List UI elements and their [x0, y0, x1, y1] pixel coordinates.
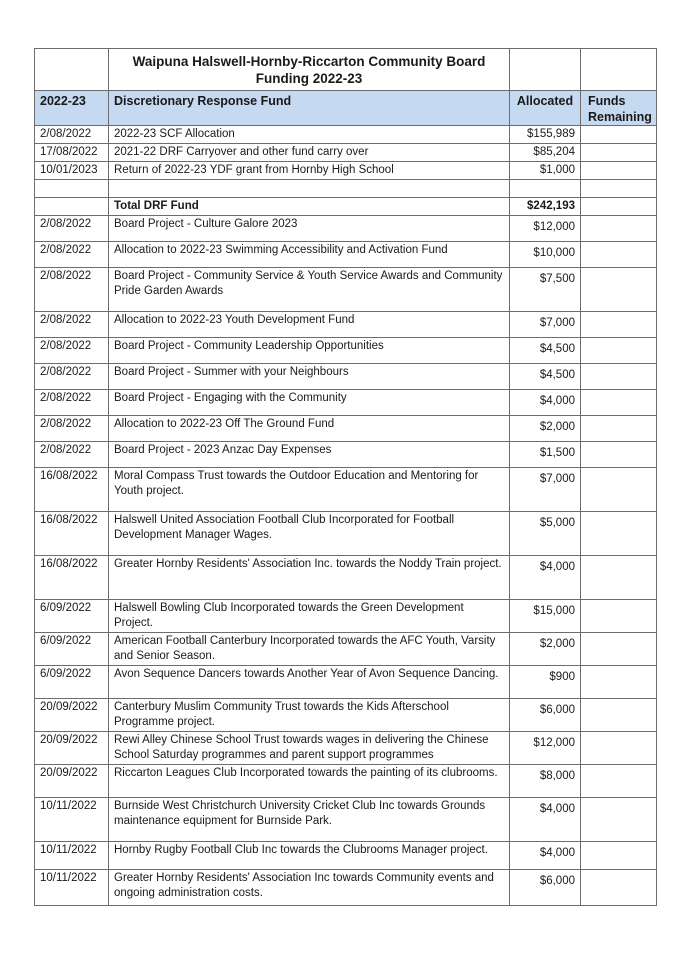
- date-cell: 20/09/2022: [35, 732, 109, 765]
- description-cell: Board Project - Culture Galore 2023: [109, 216, 510, 242]
- table-row: [35, 144, 657, 162]
- description-cell: Allocation to 2022-23 Swimming Accessibility and Activation Fund: [109, 242, 510, 268]
- header-row: [35, 91, 657, 126]
- description-cell: Allocation to 2022-23 Youth Development Fund: [109, 312, 510, 338]
- allocated-cell: $5,000: [510, 512, 581, 556]
- allocated-cell: $4,000: [510, 798, 581, 842]
- allocated-cell: $15,000: [510, 600, 581, 633]
- date-cell: 20/09/2022: [35, 699, 109, 732]
- table-row: [35, 600, 657, 633]
- remaining-cell: [581, 416, 657, 442]
- allocated-cell: $6,000: [510, 870, 581, 906]
- description-cell: Board Project - Summer with your Neighbours: [109, 364, 510, 390]
- date-cell: 6/09/2022: [35, 600, 109, 633]
- table-row: [35, 798, 657, 842]
- description-cell: Board Project - Community Leadership Opportunities: [109, 338, 510, 364]
- allocated-cell: $2,000: [510, 633, 581, 666]
- table-row: [35, 216, 657, 242]
- table-row: [35, 842, 657, 870]
- table-row: [35, 556, 657, 600]
- table-row: [35, 732, 657, 765]
- date-cell: 10/11/2022: [35, 842, 109, 870]
- description-cell: Board Project - Community Service & Youth Service Awards and Community Pride Garden Awards: [109, 268, 510, 312]
- allocated-cell: $4,000: [510, 390, 581, 416]
- remaining-cell: [581, 126, 657, 144]
- description-cell: Greater Hornby Residents' Association Inc. towards the Noddy Train project.: [109, 556, 510, 600]
- header-remaining: Funds Remaining: [581, 91, 657, 126]
- date-cell: 6/09/2022: [35, 633, 109, 666]
- table-row: [35, 390, 657, 416]
- allocated-cell: $4,000: [510, 842, 581, 870]
- remaining-cell: [581, 198, 657, 216]
- allocated-cell: $4,500: [510, 364, 581, 390]
- remaining-cell: [581, 390, 657, 416]
- description-cell: Moral Compass Trust towards the Outdoor Education and Mentoring for Youth project.: [109, 468, 510, 512]
- allocated-cell: $7,500: [510, 268, 581, 312]
- description-cell: Allocation to 2022-23 Off The Ground Fund: [109, 416, 510, 442]
- description-cell: [109, 180, 510, 198]
- remaining-cell: [581, 162, 657, 180]
- allocated-cell: $12,000: [510, 216, 581, 242]
- description-cell: 2022-23 SCF Allocation: [109, 126, 510, 144]
- allocated-cell: $10,000: [510, 242, 581, 268]
- title-row: [35, 49, 657, 91]
- title-blank-cell: [510, 49, 581, 91]
- remaining-cell: [581, 699, 657, 732]
- table-row: [35, 468, 657, 512]
- description-cell: Greater Hornby Residents' Association Inc towards Community events and ongoing administration costs.: [109, 870, 510, 906]
- allocated-cell: $4,500: [510, 338, 581, 364]
- date-cell: 16/08/2022: [35, 556, 109, 600]
- table-row: [35, 198, 657, 216]
- date-cell: 2/08/2022: [35, 338, 109, 364]
- allocated-cell: $7,000: [510, 468, 581, 512]
- title-blank-cell: [581, 49, 657, 91]
- allocated-cell: [510, 180, 581, 198]
- table-row: [35, 268, 657, 312]
- remaining-cell: [581, 144, 657, 162]
- date-cell: 6/09/2022: [35, 666, 109, 699]
- description-cell: Return of 2022-23 YDF grant from Hornby High School: [109, 162, 510, 180]
- allocated-cell: $1,500: [510, 442, 581, 468]
- allocated-cell: $6,000: [510, 699, 581, 732]
- remaining-cell: [581, 732, 657, 765]
- date-cell: 2/08/2022: [35, 126, 109, 144]
- header-description: Discretionary Response Fund: [109, 91, 510, 126]
- header-allocated: Allocated: [510, 91, 581, 126]
- table-row: [35, 633, 657, 666]
- description-cell: Avon Sequence Dancers towards Another Year of Avon Sequence Dancing.: [109, 666, 510, 699]
- remaining-cell: [581, 842, 657, 870]
- table-row: [35, 870, 657, 906]
- remaining-cell: [581, 556, 657, 600]
- description-cell: Rewi Alley Chinese School Trust towards wages in delivering the Chinese School Saturday programmes and parent support programmes: [109, 732, 510, 765]
- table-row: [35, 126, 657, 144]
- remaining-cell: [581, 870, 657, 906]
- date-cell: 16/08/2022: [35, 468, 109, 512]
- table-row: [35, 765, 657, 798]
- table-row: [35, 512, 657, 556]
- date-cell: 20/09/2022: [35, 765, 109, 798]
- title-blank-cell: [35, 49, 109, 91]
- date-cell: 16/08/2022: [35, 512, 109, 556]
- date-cell: [35, 180, 109, 198]
- table-row: [35, 364, 657, 390]
- allocated-cell: $1,000: [510, 162, 581, 180]
- date-cell: 2/08/2022: [35, 442, 109, 468]
- remaining-cell: [581, 512, 657, 556]
- remaining-cell: [581, 180, 657, 198]
- description-cell: 2021-22 DRF Carryover and other fund carry over: [109, 144, 510, 162]
- table-row: [35, 312, 657, 338]
- description-cell: Board Project - Engaging with the Community: [109, 390, 510, 416]
- description-cell: Total DRF Fund: [109, 198, 510, 216]
- date-cell: 2/08/2022: [35, 390, 109, 416]
- remaining-cell: [581, 666, 657, 699]
- date-cell: 2/08/2022: [35, 268, 109, 312]
- description-cell: Canterbury Muslim Community Trust towards the Kids Afterschool Programme project.: [109, 699, 510, 732]
- table-row: [35, 180, 657, 198]
- allocated-cell: $85,204: [510, 144, 581, 162]
- allocated-cell: $12,000: [510, 732, 581, 765]
- description-cell: Halswell Bowling Club Incorporated towards the Green Development Project.: [109, 600, 510, 633]
- allocated-cell: $242,193: [510, 198, 581, 216]
- remaining-cell: [581, 468, 657, 512]
- remaining-cell: [581, 338, 657, 364]
- table-row: [35, 338, 657, 364]
- date-cell: 2/08/2022: [35, 216, 109, 242]
- allocated-cell: $2,000: [510, 416, 581, 442]
- description-cell: Board Project - 2023 Anzac Day Expenses: [109, 442, 510, 468]
- allocated-cell: $155,989: [510, 126, 581, 144]
- table-row: [35, 162, 657, 180]
- allocated-cell: $4,000: [510, 556, 581, 600]
- remaining-cell: [581, 268, 657, 312]
- date-cell: 10/01/2023: [35, 162, 109, 180]
- date-cell: 2/08/2022: [35, 364, 109, 390]
- description-cell: Burnside West Christchurch University Cricket Club Inc towards Grounds maintenance equipment for Burnside Park.: [109, 798, 510, 842]
- remaining-cell: [581, 600, 657, 633]
- table-row: [35, 442, 657, 468]
- remaining-cell: [581, 242, 657, 268]
- date-cell: 2/08/2022: [35, 242, 109, 268]
- header-date: 2022-23: [35, 91, 109, 126]
- description-cell: Riccarton Leagues Club Incorporated towards the painting of its clubrooms.: [109, 765, 510, 798]
- date-cell: 2/08/2022: [35, 416, 109, 442]
- table-row: [35, 242, 657, 268]
- allocated-cell: $8,000: [510, 765, 581, 798]
- funding-table: [34, 48, 657, 906]
- remaining-cell: [581, 216, 657, 242]
- allocated-cell: $900: [510, 666, 581, 699]
- table-row: [35, 699, 657, 732]
- table-row: [35, 666, 657, 699]
- remaining-cell: [581, 312, 657, 338]
- date-cell: 10/11/2022: [35, 798, 109, 842]
- date-cell: [35, 198, 109, 216]
- date-cell: 2/08/2022: [35, 312, 109, 338]
- table-title: Waipuna Halswell-Hornby-Riccarton Community Board Funding 2022-23: [109, 49, 510, 91]
- remaining-cell: [581, 798, 657, 842]
- remaining-cell: [581, 633, 657, 666]
- allocated-cell: $7,000: [510, 312, 581, 338]
- remaining-cell: [581, 364, 657, 390]
- description-cell: American Football Canterbury Incorporated towards the AFC Youth, Varsity and Senior Season.: [109, 633, 510, 666]
- description-cell: Hornby Rugby Football Club Inc towards the Clubrooms Manager project.: [109, 842, 510, 870]
- table-row: [35, 416, 657, 442]
- date-cell: 10/11/2022: [35, 870, 109, 906]
- remaining-cell: [581, 442, 657, 468]
- description-cell: Halswell United Association Football Club Incorporated for Football Development Manager Wages.: [109, 512, 510, 556]
- date-cell: 17/08/2022: [35, 144, 109, 162]
- remaining-cell: [581, 765, 657, 798]
